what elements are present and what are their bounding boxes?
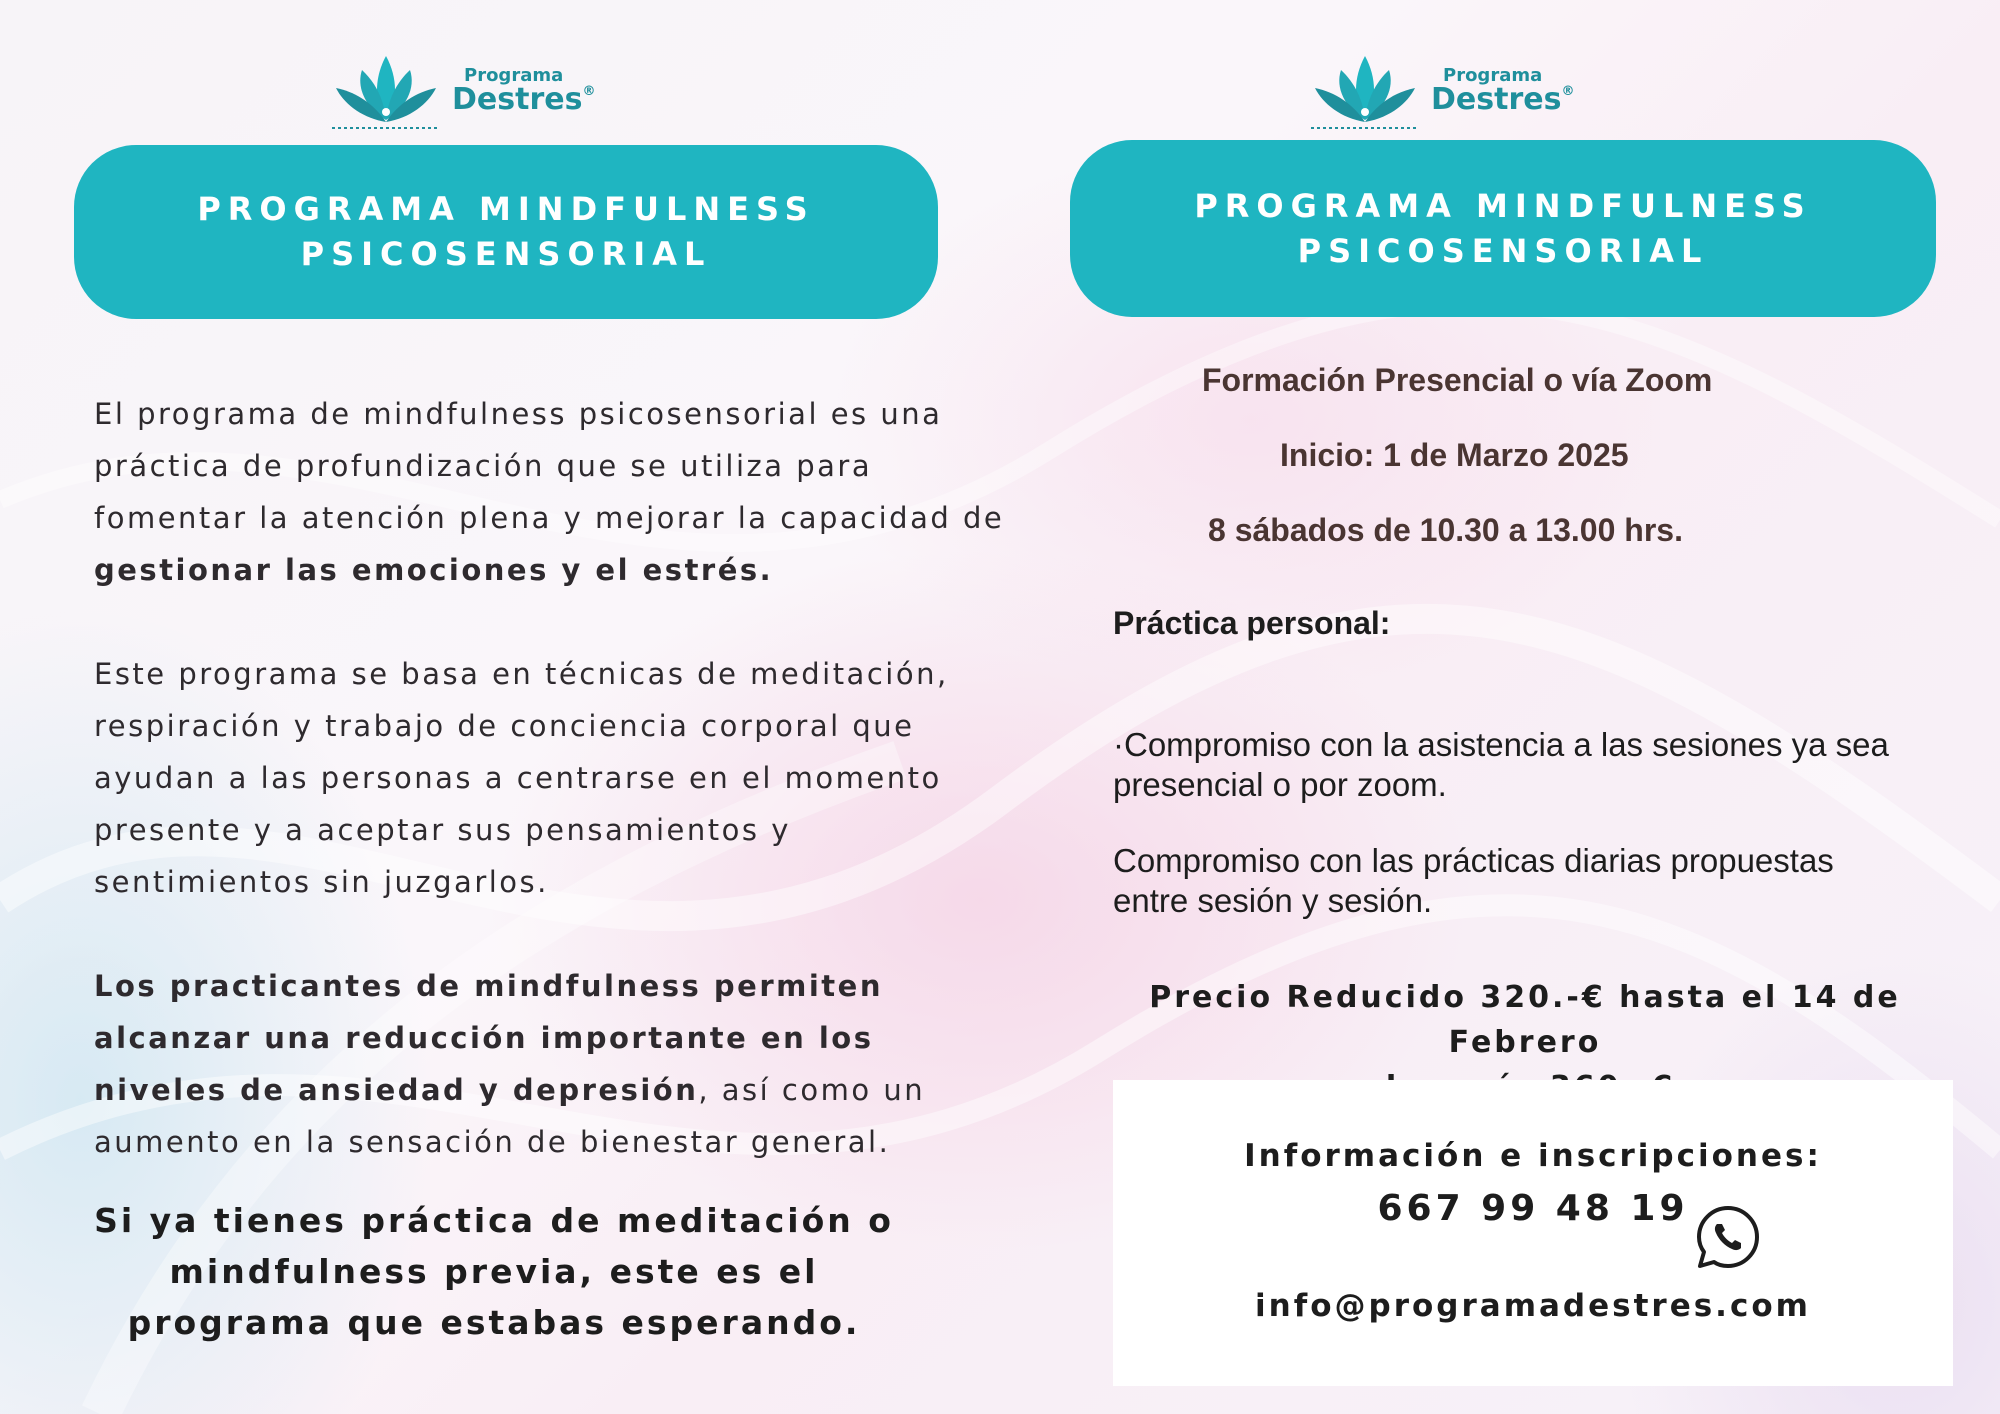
title-pill-left — [74, 145, 938, 319]
logo-big-text: Destres — [1431, 82, 1562, 117]
price-reduced: Precio Reducido 320.-€ hasta el 14 de Febrero — [1149, 980, 1901, 1060]
intro-text: El programa de mindfulness psicosensorial es una práctica de profundización que se utiliza para fomentar la atención plena y mejorar la capacidad de — [94, 397, 1005, 535]
title-pill-right — [1070, 140, 1936, 317]
commitment-attendance: ·Compromiso con la asistencia a las sesiones ya sea presencial o por zoom. — [1113, 726, 1889, 803]
logo-right — [1305, 48, 1574, 134]
pill-title-line2: PSICOSENSORIAL — [1297, 231, 1709, 270]
pill-title-line1: PROGRAMA MINDFULNESS — [1194, 186, 1812, 225]
logo-left — [326, 48, 595, 134]
schedule-text: 8 sábados de 10.30 a 13.00 hrs. — [1208, 512, 1683, 548]
logo-small-text: Programa — [1443, 65, 1543, 86]
logo-small-text: Programa — [464, 65, 564, 86]
start-date: Inicio: 1 de Marzo 2025 — [1280, 437, 1629, 473]
contact-box — [1113, 1080, 1953, 1386]
benefits-bold: Los practicantes de mindfulness permiten alcanzar una reducción importante en los niveles de ansiedad y depresión — [94, 969, 883, 1107]
pill-title-line2: PSICOSENSORIAL — [300, 235, 712, 273]
closing-statement — [94, 1195, 894, 1348]
format-text: Formación Presencial o vía Zoom — [1202, 362, 1713, 398]
logo-big-text: Destres — [452, 82, 583, 117]
benefits-text: , así como un aumento en la sensación de bienestar general. — [94, 1073, 926, 1159]
logo-reg-mark: ® — [1561, 84, 1575, 99]
email-address[interactable]: info@programadestres.com — [1255, 1288, 1811, 1324]
closing-line1: Si ya tienes práctica de meditación o — [94, 1201, 894, 1240]
closing-line3: programa que estabas esperando. — [127, 1303, 861, 1342]
commitment-practice: Compromiso con las prácticas diarias propuestas entre sesión y sesión. — [1113, 842, 1834, 919]
intro-bold: gestionar las emociones y el estrés. — [94, 553, 774, 587]
practice-title: Práctica personal: — [1113, 605, 1391, 641]
techniques-paragraph: Este programa se basa en técnicas de meditación, respiración y trabajo de conciencia corporal que ayudan a las personas a centrarse en el momento presente y a aceptar sus pensamientos y sentimientos sin juzgarlos. — [94, 657, 949, 899]
benefits-paragraph — [94, 960, 1014, 1168]
intro-paragraph — [94, 388, 1014, 596]
pill-title-line1: PROGRAMA MINDFULNESS — [197, 190, 815, 228]
contact-title: Información e inscripciones: — [1244, 1138, 1822, 1174]
closing-line2: mindfulness previa, este es el — [169, 1252, 819, 1291]
logo-reg-mark: ® — [582, 84, 596, 99]
phone-number[interactable]: 667 99 48 19 — [1377, 1188, 1689, 1229]
lotus-icon — [1305, 48, 1425, 134]
description-column — [94, 388, 1014, 1220]
lotus-icon — [326, 48, 446, 134]
whatsapp-icon[interactable] — [1693, 1202, 1763, 1276]
